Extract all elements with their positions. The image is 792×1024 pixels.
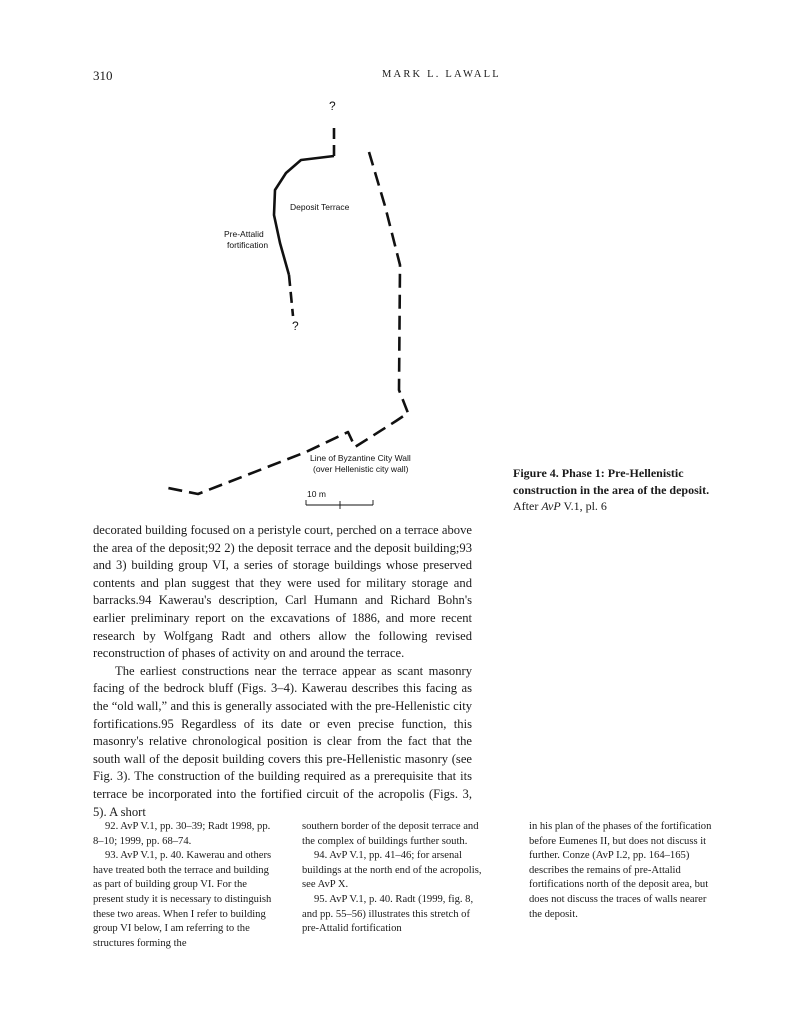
body-paragraph-1: decorated building focused on a peristyle court, perched on a terrace above the area of the deposit;92 2) the deposit terrace and the deposit building;93 and 3) building group VI, a series of storage buildings whose preserved contents and plan suggest that they were used for military storage and barracks.94 Kawerau's description, Carl Humann and Richard Bohn's earlier preliminary report on the excavations of 1886, and more recent research by Wolfgang Radt and others allow the following revised reconstruction of phases of activity on and around the terrace. bbox=[93, 523, 472, 661]
scale-bar bbox=[306, 500, 373, 509]
footnote-95-continued: in his plan of the phases of the fortification before Eumenes II, but does not discuss it further. Conze (AvP I.2, pp. 164–165) describes the remains of pre-Attalid fortifications north of the deposit area, but does not discuss the traces of walls nearer the deposit. bbox=[529, 821, 712, 920]
byzantine-wall-label-line1: Line of Byzantine City Wall bbox=[310, 453, 411, 463]
question-mark-bottom: ? bbox=[292, 319, 299, 333]
footnote-93-continued: southern border of the deposit terrace and the complex of buildings further south. bbox=[302, 821, 479, 847]
body-paragraph-2: The earliest constructions near the terrace appear as scant masonry facing of the bedrock bluff (Figs. 3–4). Kawerau describes this facing as the “old wall,” and this is generally associated with the pre-Hellenistic city fortifications.95 Regardless of its date or even precise function, this masonry's relative chronological position is clear from the fact that the south wall of the deposit building covers this pre-Hellenistic masonry (see Fig. 3). The construction of the building required as a prerequisite that its terrace be incorporated into the fortified circuit of the acropolis (Figs. 3, 5). A short bbox=[93, 663, 472, 819]
main-body-text bbox=[93, 522, 472, 821]
figure-caption bbox=[513, 465, 713, 515]
pre-attalid-wall-line bbox=[274, 156, 334, 275]
caption-source-italic: AvP bbox=[541, 499, 561, 513]
scale-bar-label: 10 m bbox=[307, 489, 326, 499]
footnote-93: 93. AvP V.1, p. 40. Kawerau and others have treated both the terrace and building as part of building group VI. For the present study it is necessary to distinguish these two areas. When I refer to building group VI below, I am referring to the structures forming the bbox=[93, 850, 272, 949]
pre-attalid-wall-uncertain-bottom bbox=[289, 275, 293, 316]
byzantine-wall-label-line2: (over Hellenistic city wall) bbox=[313, 464, 409, 474]
footnotes-column-3 bbox=[529, 820, 713, 922]
deposit-terrace-label: Deposit Terrace bbox=[290, 202, 350, 212]
caption-title: Figure 4. Phase 1: Pre-Hellenistic construction in the area of the deposit. bbox=[513, 466, 710, 497]
footnote-95: 95. AvP V.1, p. 40. Radt (1999, fig. 8, and pp. 55–56) illustrates this stretch of pre-Attalid fortification bbox=[302, 893, 474, 935]
footnotes-column-1 bbox=[93, 820, 279, 951]
question-mark-top: ? bbox=[329, 99, 336, 113]
footnote-94: 94. AvP V.1, pp. 41–46; for arsenal buildings at the north end of the acropolis, see AvP X. bbox=[302, 850, 482, 891]
page-number: 310 bbox=[93, 68, 113, 83]
footnote-92: 92. AvP V.1, pp. 30–39; Radt 1998, pp. 8–10; 1999, pp. 68–74. bbox=[93, 821, 271, 847]
running-head: MARK L. LAWALL bbox=[382, 69, 501, 80]
pre-attalid-label-line2: fortification bbox=[227, 240, 269, 250]
caption-after: After bbox=[513, 499, 539, 513]
byzantine-wall-line bbox=[168, 152, 408, 494]
caption-source-rest: V.1, pl. 6 bbox=[563, 499, 607, 513]
footnotes-column-2 bbox=[302, 820, 484, 937]
pre-attalid-label-line1: Pre-Attalid bbox=[224, 229, 264, 239]
